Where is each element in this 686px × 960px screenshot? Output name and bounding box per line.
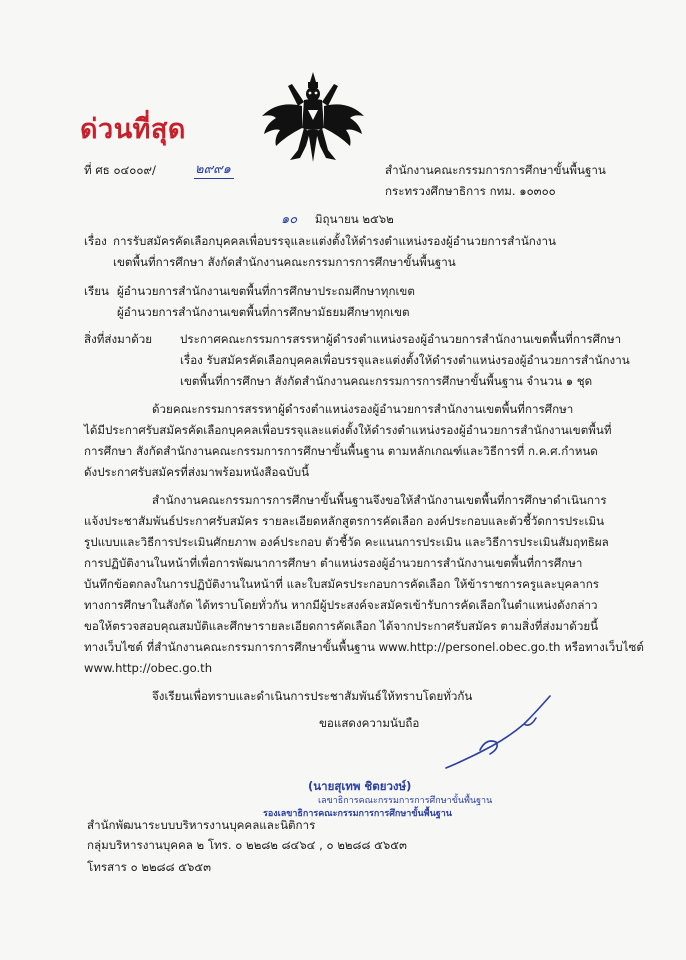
signer-name: (นายสุเทพ ชิตยวงษ์) <box>308 779 412 793</box>
paragraph-2-line: การปฏิบัติงานในหน้าที่เพื่อการพัฒนาการศึกษา ตำแหน่งรองผู้อำนวยการสำนักงานเขตพื้นที่การศึกษา <box>84 556 583 570</box>
enclosure-line-3: เขตพื้นที่การศึกษา สังกัดสำนักงานคณะกรรมการการศึกษาขั้นพื้นฐาน จำนวน ๑ ชุด <box>180 374 593 388</box>
letter-date <box>281 213 394 226</box>
reference-prefix: ที่ ศธ ๐๔๐๐๙/ <box>84 163 156 177</box>
recipient-line-1: ผู้อำนวยการสำนักงานเขตพื้นที่การศึกษาประถมศึกษาทุกเขต <box>117 284 415 298</box>
paragraph-1-line: ได้มีประกาศรับสมัครคัดเลือกบุคคลเพื่อบรรจุและแต่งตั้งให้ดำรงตำแหน่งรองผู้อำนวยการสำนักงานเขตพื้นที่ <box>84 423 612 437</box>
paragraph-2-line: รูปแบบและวิธีการประเมินศักยภาพ องค์ประกอบ ตัวชี้วัด คะแนนการประเมิน และวิธีการประเมินสัมฤทธิผล <box>84 535 609 549</box>
paragraph-1-line: ดังประกาศรับสมัครที่ส่งมาพร้อมหนังสือฉบับนี้ <box>84 465 309 479</box>
subject-line-1: การรับสมัครคัดเลือกบุคคลเพื่อบรรจุและแต่งตั้งให้ดำรงตำแหน่งรองผู้อำนวยการสำนักงาน <box>113 234 556 248</box>
handwritten-signature <box>440 688 570 781</box>
urgent-stamp: ด่วนที่สุด <box>80 114 186 145</box>
garuda-emblem-icon <box>258 70 368 171</box>
footer-phone: กลุ่มบริหารงานบุคคล ๒ โทร. ๐ ๒๒๘๒ ๘๔๖๔ , ๐ ๒๒๘๘ ๕๖๕๓ <box>87 838 407 852</box>
footer-department: สำนักพัฒนาระบบบริหารงานบุคคลและนิติการ <box>87 818 316 832</box>
recipient-label: เรียน <box>84 284 109 298</box>
closing-line: จึงเรียนเพื่อทราบและดำเนินการประชาสัมพันธ์ให้ทราบโดยทั่วกัน <box>152 689 473 703</box>
paragraph-2-line: ทางการศึกษาในสังกัด ได้ทราบโดยทั่วกัน หากมีผู้ประสงค์จะสมัครเข้ารับการคัดเลือกในตำแหน่งดังกล่าว <box>84 598 598 612</box>
paragraph-1-line: ด้วยคณะกรรมการสรรหาผู้ดำรงตำแหน่งรองผู้อำนวยการสำนักงานเขตพื้นที่การศึกษา <box>152 402 574 416</box>
paragraph-2-line: สำนักงานคณะกรรมการการศึกษาขั้นพื้นฐานจึงขอให้สำนักงานเขตพื้นที่การศึกษาดำเนินการ <box>152 493 607 507</box>
enclosure-line-1: ประกาศคณะกรรมการสรรหาผู้ดำรงตำแหน่งรองผู้อำนวยการสำนักงานเขตพื้นที่การศึกษา <box>180 332 622 346</box>
date-day: ๑๐ <box>281 212 298 227</box>
paragraph-1-line: การศึกษา สังกัดสำนักงานคณะกรรมการการศึกษาขั้นพื้นฐาน ตามหลักเกณฑ์และวิธีการที่ ก.ค.ศ.กำหนด <box>84 444 598 458</box>
enclosure-label: สิ่งที่ส่งมาด้วย <box>84 332 153 346</box>
recipient-line-2: ผู้อำนวยการสำนักงานเขตพื้นที่การศึกษามัธยมศึกษาทุกเขต <box>117 305 410 319</box>
signer-acting-position: รองเลขาธิการคณะกรรมการการศึกษาขั้นพื้นฐาน <box>263 809 452 819</box>
paragraph-2-line: ขอให้ตรวจสอบคุณสมบัติและศึกษารายละเอียดการคัดเลือก ได้จากประกาศรับสมัคร ตามสิ่งที่ส่งมาด้วยนี้ <box>84 619 599 633</box>
paragraph-2-line: แจ้งประชาสัมพันธ์ประกาศรับสมัคร รายละเอียดหลักสูตรการคัดเลือก องค์ประกอบและตัวชี้วัดการประเมิน <box>84 514 605 528</box>
paragraph-2-line: บันทึกข้อตกลงในการปฏิบัติงานในหน้าที่ และใบสมัครประกอบการคัดเลือก ให้ข้าราชการครูและบุคลากร <box>84 577 599 591</box>
footer-fax: โทรสาร ๐ ๒๒๘๘ ๕๖๕๓ <box>87 860 212 874</box>
office-name: สำนักงานคณะกรรมการการศึกษาขั้นพื้นฐาน <box>385 163 606 177</box>
reference-underline <box>194 178 234 179</box>
enclosure-line-2: เรื่อง รับสมัครคัดเลือกบุคคลเพื่อบรรจุและแต่งตั้งให้ดำรงตำแหน่งรองผู้อำนวยการสำนักงาน <box>180 353 630 367</box>
date-month-year: มิถุนายน ๒๕๖๒ <box>314 212 394 226</box>
paragraph-2-line: www.http://obec.go.th <box>84 661 213 675</box>
office-address: กระทรวงศึกษาธิการ กทม. ๑๐๓๐๐ <box>385 184 556 198</box>
signer-position: เลขาธิการคณะกรรมการการศึกษาขั้นพื้นฐาน <box>318 796 493 806</box>
closing-salutation: ขอแสดงความนับถือ <box>319 716 420 730</box>
subject-label: เรื่อง <box>84 234 107 248</box>
paragraph-2-line: ทางเว็บไซต์ ที่สำนักงานคณะกรรมการการศึกษาขั้นพื้นฐาน www.http://personel.obec.go.th หรือทางเว็บไซต์ <box>84 640 644 654</box>
subject-line-2: เขตพื้นที่การศึกษา สังกัดสำนักงานคณะกรรมการการศึกษาขั้นพื้นฐาน <box>113 255 456 269</box>
reference-number: ๒๙๙๑ <box>195 162 231 177</box>
